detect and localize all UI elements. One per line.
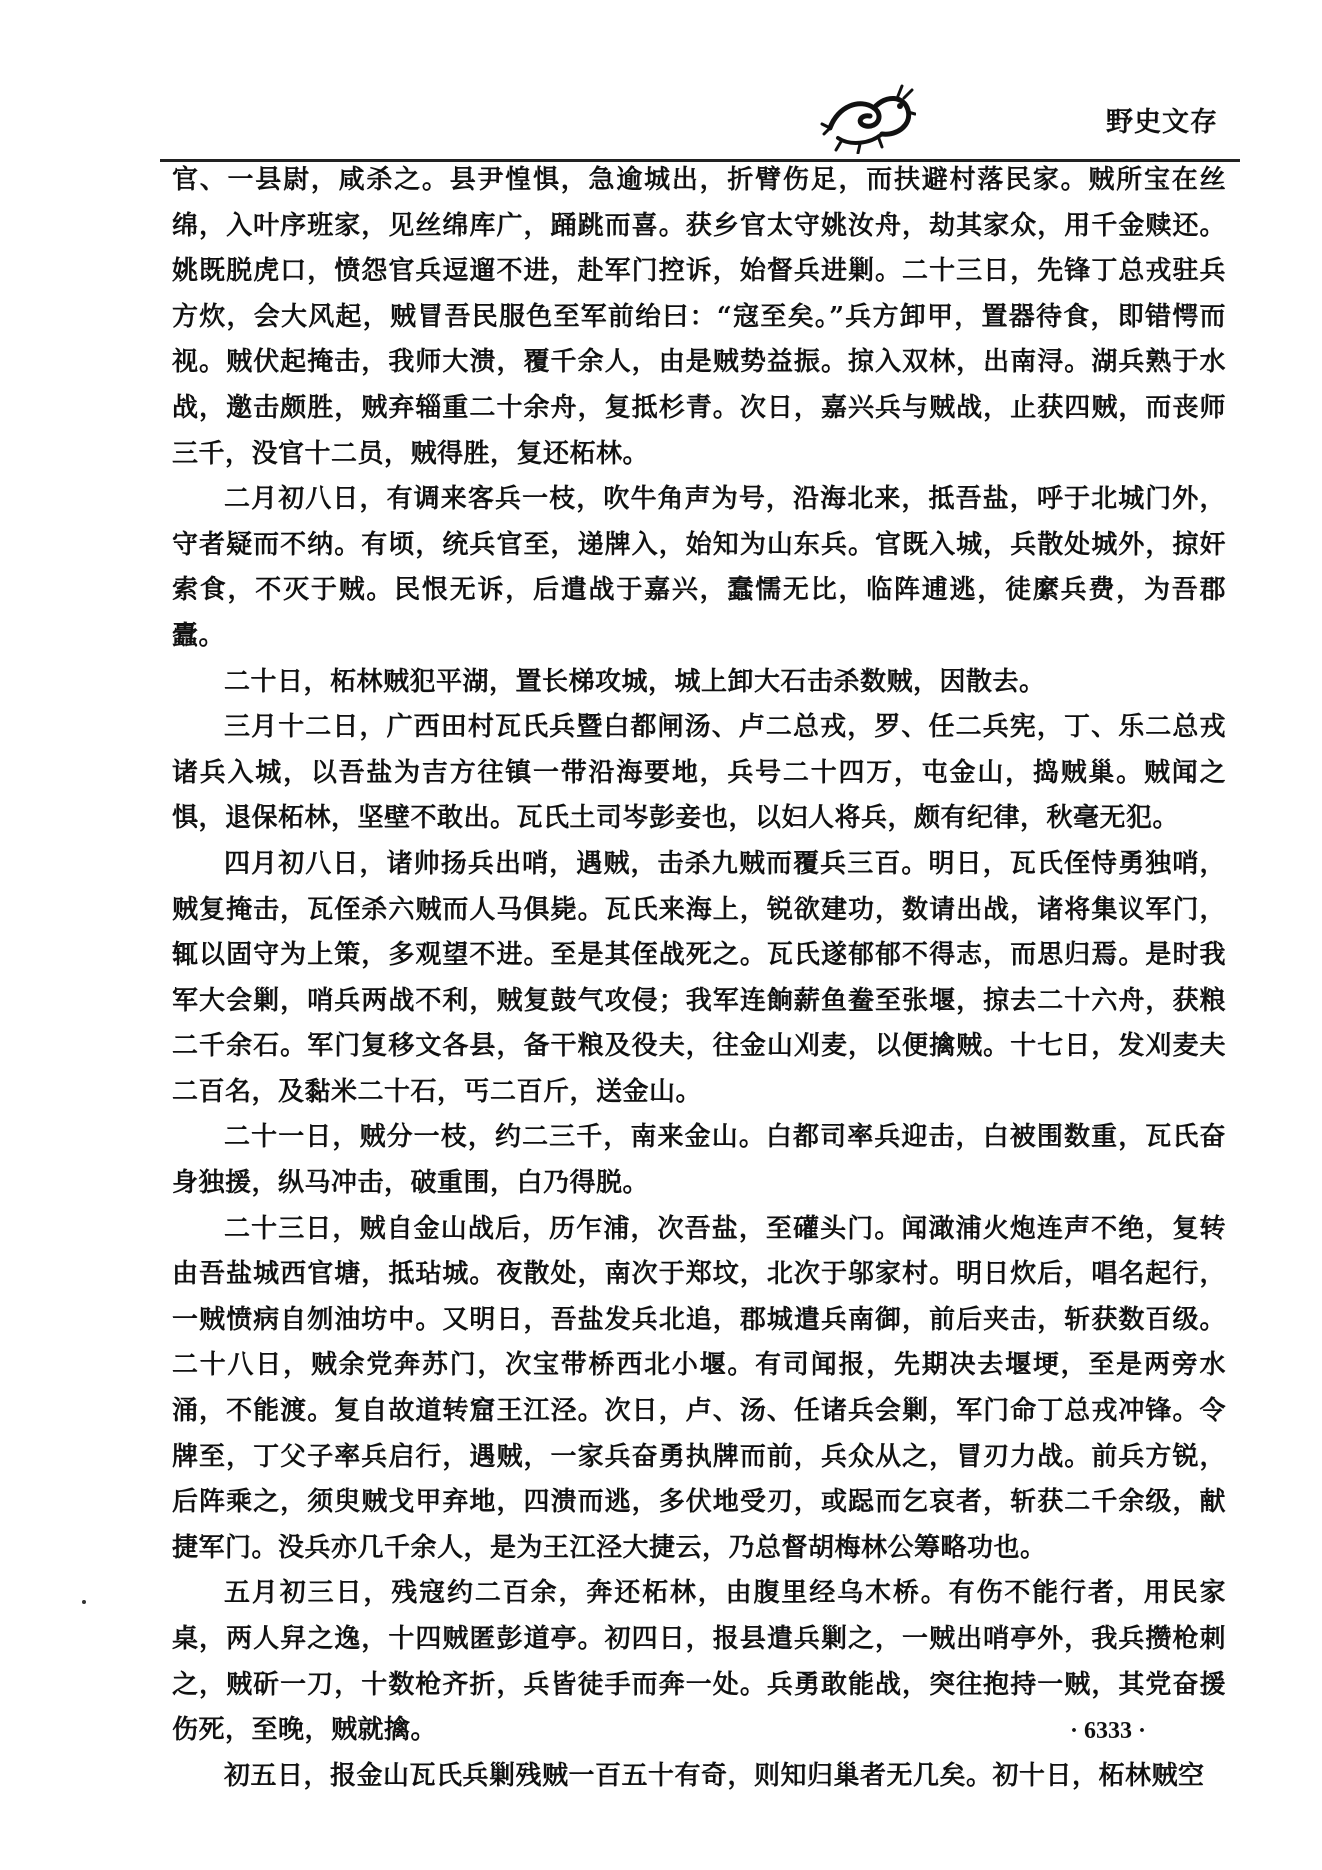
paragraph: 二十三日，贼自金山战后，历乍浦，次吾盐，至礶头门。闻澉浦火炮连声不绝，复转由吾盐城西官塘，抵玷城。夜散处，南次于郑坟，北次于邬家村。明日炊后，唱名起行，一贼愤病自刎油坊中。又明日，吾盐发兵北追，郡城遣兵南御，前后夹击，斩获数百级。二十八日，贼余党奔苏门，次宝带桥西北小堰。有司闻报，先期决去堰埂，至是两旁水涌，不能渡。复自故道转窟王江泾。次日，卢、汤、任诸兵会剿，军门命丁总戎冲锋。令牌至，丁父子率兵启行，遇贼，一家兵奋勇执牌而前，兵众从之，冒刃力战。前兵方锐，后阵乘之，须臾贼戈甲弃地，四溃而逃，多伏地受刃，或跽而乞哀者，斩获二千余级，献捷军门。没兵亦几千余人，是为王江泾大捷云，乃总督胡梅林公筹略功也。 xyxy=(172,1213,1226,1563)
paragraph: 二月初八日，有调来客兵一枝，吹牛角声为号，沿海北来，抵吾盐，呼于北城门外，守者疑而不纳。有顷，统兵官至，递牌入，始知为山东兵。官既入城，兵散处城外，掠奸索食，不灭于贼。民恨无诉，后遣战于嘉兴，蠢懦无比，临阵逋逃，徒縻兵费，为吾郡蠹。 xyxy=(172,484,1226,651)
paragraph-continued: 官、一县尉，咸杀之。县尹惶惧，急逾城出，折臂伤足，而扶避村落民家。贼所宝在丝绵，入叶序班家，见丝绵库广，踊跳而喜。获乡官太守姚汝舟，劫其家众，用千金赎还。姚既脱虎口，愤怨官兵逗遛不进，赴军门控诉，始督兵进剿。二十三日，先锋丁总戎驻兵方炊，会大风起，贼冒吾民服色至军前绐曰：“寇至矣。”兵方卸甲，置器待食，即错愕而视。贼伏起掩击，我师大溃，覆千余人，由是贼势益振。掠入双林，出南浔。湖兵熟于水战，邀击颇胜，贼弃辎重二十余舟，复抵杉青。次日，嘉兴兵与贼战，止获四贼，而丧师三千，没官十二员，贼得胜，复还柘林。 xyxy=(172,165,1226,469)
paragraph: 初五日，报金山瓦氏兵剿残贼一百五十有奇，则知归巢者无几矣。初十日，柘林贼空 xyxy=(224,1760,1205,1791)
paragraph: 二十日，柘林贼犯平湖，置长梯攻城，城上卸大石击杀数贼，因散去。 xyxy=(224,666,1046,697)
book-title: 野史文存 xyxy=(1106,107,1218,138)
running-header xyxy=(160,80,1240,162)
paragraph: 四月初八日，诸帅扬兵出哨，遇贼，击杀九贼而覆兵三百。明日，瓦氏侄恃勇独哨，贼复掩击，瓦侄杀六贼而人马俱毙。瓦氏来海上，锐欲建功，数请出战，诸将集议军门，辄以固守为上策，多观望不进。至是其侄战死之。瓦氏遂郁郁不得志，而思归焉。是时我军大会剿，哨兵两战不利，贼复鼓气攻侵；我军连餉薪鱼鲞至张堰，掠去二十六舟，获粮二千余石。军门复移文各县，备干粮及役夫，往金山刈麦，以便擒贼。十七日，发刈麦夫二百名，及黏米二十石，丐二百斤，送金山。 xyxy=(172,848,1226,1107)
paragraph: 二十一日，贼分一枝，约二三千，南来金山。白都司率兵迎击，白被围数重，瓦氏奋身独援，纵马冲击，破重围，白乃得脱。 xyxy=(172,1122,1226,1199)
paragraph: 三月十二日，广西田村瓦氏兵暨白都闸汤、卢二总戎，罗、任二兵宪，丁、乐二总戎诸兵入城，以吾盐为吉方往镇一带沿海要地，兵号二十四万，屯金山，捣贼巢。贼闻之惧，退保柘林，坚壁不敢出。瓦氏土司岑彭妾也，以妇人将兵，颇有纪律，秋毫无犯。 xyxy=(172,712,1226,834)
scan-speck xyxy=(82,1600,86,1604)
paragraph: 五月初三日，残寇约二百余，奔还柘林，由腹里经乌木桥。有伤不能行者，用民家桌，两人舁之逸，十四贼匿彭道亭。初四日，报县遣兵剿之，一贼出哨亭外，我兵攒枪刺之，贼斫一刀，十数枪齐折，兵皆徒手而奔一处。兵勇敢能战，突往抱持一贼，其党奋援伤死，至晚，贼就擒。 xyxy=(172,1578,1226,1746)
page-number: · 6333 · xyxy=(1070,1718,1147,1744)
body-text xyxy=(172,158,1226,1799)
dragon-emblem-icon xyxy=(820,84,916,154)
